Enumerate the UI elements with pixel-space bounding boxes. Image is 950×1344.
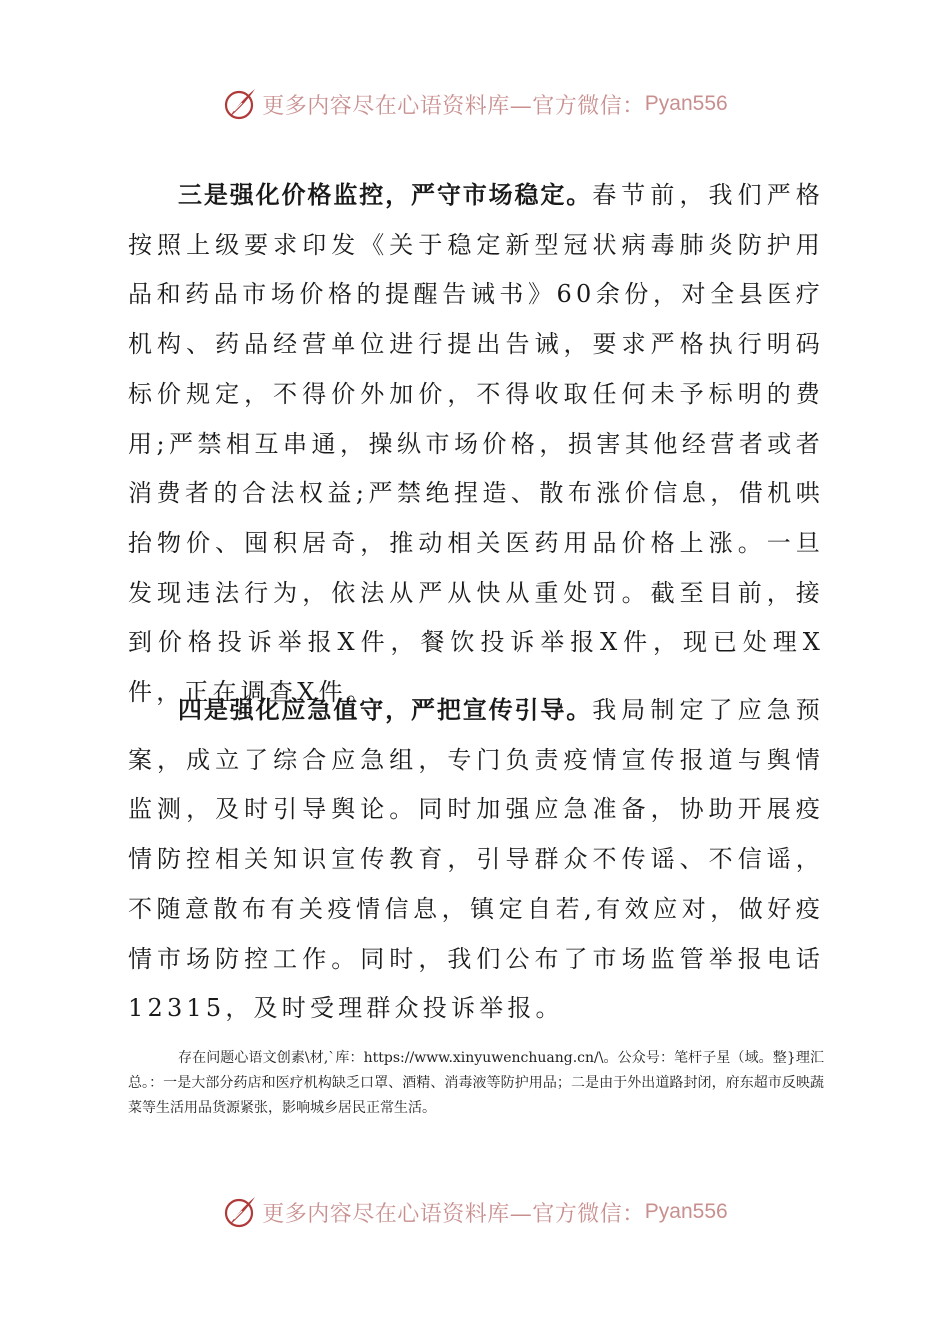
paragraph-price-monitoring: [128, 171, 824, 718]
footnote-text: 存在问题心语文创素\材,`库：https://www.xinyuwenchuang.cn/\。公众号：笔杆子星（域。整}理汇总。：一是大部分药店和医疗机构缺乏口罩、酒精、消毒液等防护用品；二是由于外出道路封闭，府东超市反映蔬菜等生活用品货源紧张，影响城乡居民正常生活。: [128, 1050, 824, 1116]
banner-wechat-id: Pyan556: [644, 92, 728, 115]
banner-text: 更多内容尽在心语资料库—官方微信：: [262, 1201, 645, 1227]
paragraph-emergency-duty: [128, 686, 824, 1034]
paragraph-body: 春节前，我们严格按照上级要求印发《关于稳定新型冠状病毒肺炎防护用品和药品市场价格的提醒告诫书》60余份，对全县医疗机构、药品经营单位进行提出告诫，要求严格执行明码标价规定，不得价外加价，不得收取任何未予标明的费用;严禁相互串通，操纵市场价格，损害其他经营者或者消费者的合法权益;严禁绝捏造、散布涨价信息，借机哄抬物价、囤积居奇，推动相关医药用品价格上涨。一旦发现违法行为，依法从严从快从重处罚。截至目前，接到价格投诉举报X件，餐饮投诉举报X件，现已处理X件，正在调查X件。: [128, 181, 824, 707]
quill-pen-icon: [222, 1194, 258, 1230]
paragraph-heading: 三是强化价格监控，严守市场稳定。: [178, 181, 593, 209]
paragraph-heading: 四是强化应急值守，严把宣传引导。: [178, 696, 593, 724]
banner-text: 更多内容尽在心语资料库—官方微信：: [262, 93, 645, 119]
banner-wechat-id: Pyan556: [644, 1200, 728, 1223]
header-banner: [0, 82, 950, 126]
footer-banner: [0, 1190, 950, 1234]
paragraph-body: 我局制定了应急预案，成立了综合应急组，专门负责疫情宣传报道与舆情监测，及时引导舆论。同时加强应急准备，协助开展疫情防控相关知识宣传教育，引导群众不传谣、不信谣，不随意散布有关疫情信息，镇定自若,有效应对，做好疫情市场防控工作。同时，我们公布了市场监管举报电话12315，及时受理群众投诉举报。: [128, 696, 824, 1023]
quill-pen-icon: [222, 86, 258, 122]
